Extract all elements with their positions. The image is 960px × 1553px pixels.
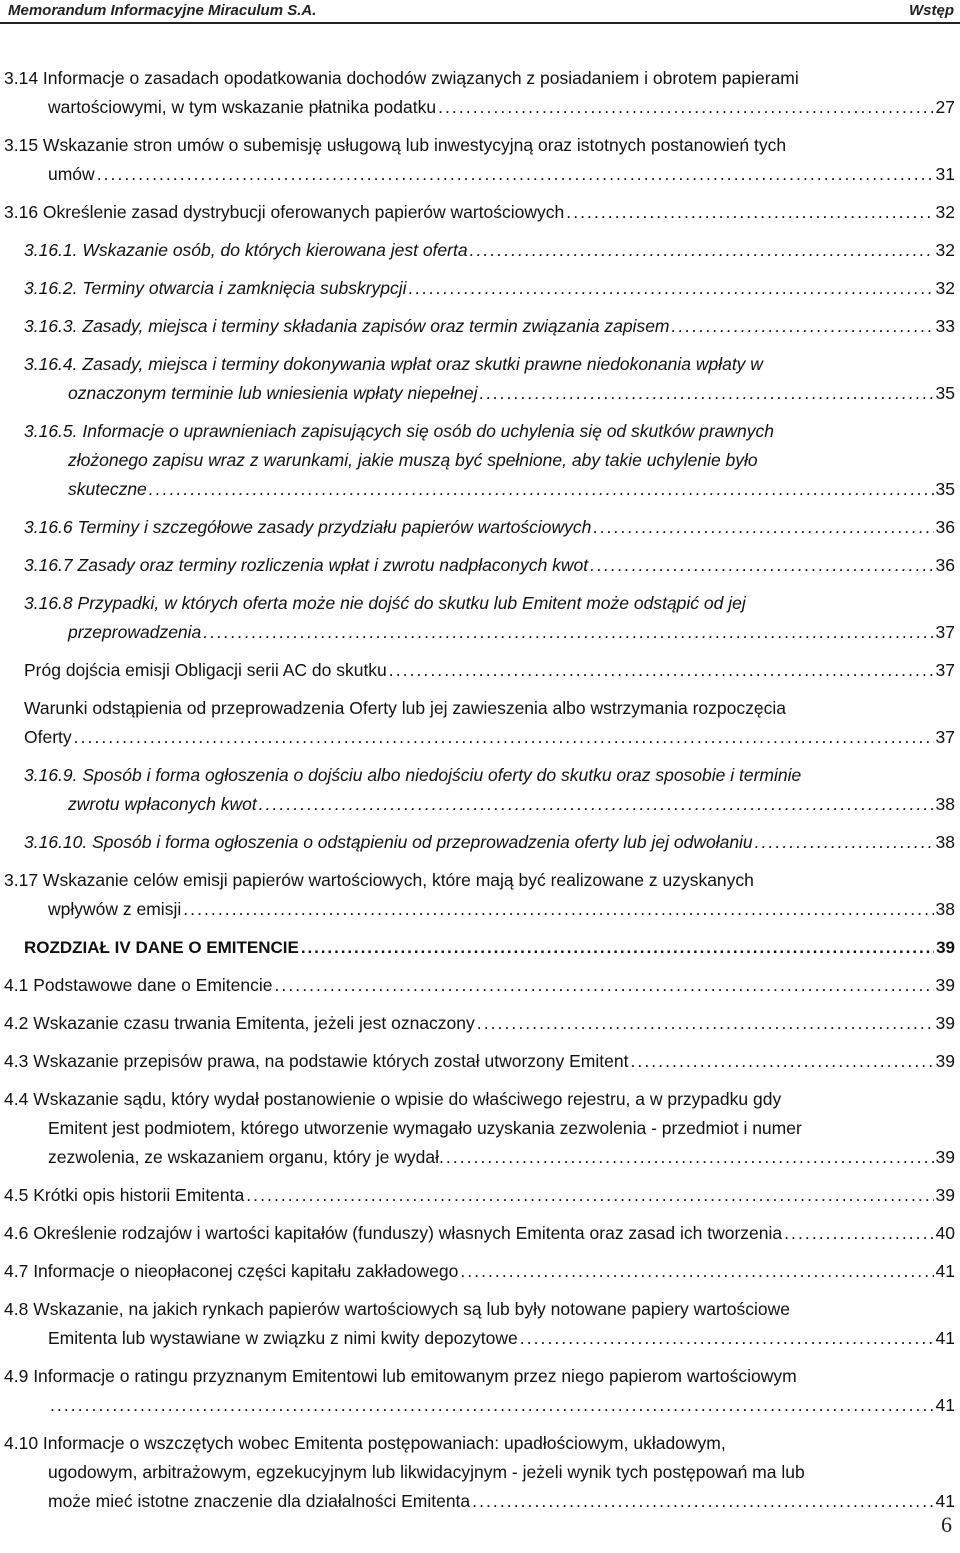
toc-page-number: 40 <box>935 1223 955 1243</box>
dot-leader <box>672 312 934 341</box>
entry-spacer <box>4 580 955 589</box>
entry-spacer <box>4 685 955 694</box>
toc-entry-leader-line <box>24 933 955 962</box>
entry-spacer <box>4 341 955 350</box>
toc-entry-leader-line <box>24 513 955 542</box>
toc-entry-line: 3.15 Wskazanie stron umów o subemisję usługową lub inwestycyjną oraz istotnych postanowień tych <box>4 135 787 155</box>
toc-page-number: 31 <box>935 164 955 184</box>
toc-page-number: 37 <box>935 660 955 680</box>
toc-entry-leader-line <box>4 1047 955 1076</box>
toc-entry-title: 3.16 Określenie zasad dystrybucji oferowanych papierów wartościowych <box>4 202 565 222</box>
toc-page-number: 37 <box>935 727 955 747</box>
dot-leader <box>275 971 934 1000</box>
toc-entry-leader-line <box>48 1324 955 1353</box>
toc-page-number: 27 <box>935 97 955 117</box>
toc-entry[interactable] <box>4 274 955 303</box>
toc-entry[interactable] <box>4 694 955 752</box>
toc-entry[interactable] <box>4 828 955 857</box>
toc-entry-title: oznaczonym terminie lub wniesienia wpłaty niepełnej <box>68 383 478 403</box>
toc-entry-title: 4.5 Krótki opis historii Emitenta <box>4 1185 245 1205</box>
toc-entry-leader-line <box>68 379 955 408</box>
toc-page-number: 41 <box>935 1328 955 1348</box>
toc-page-number: 39 <box>935 1051 955 1071</box>
toc-entry-leader-line <box>4 198 955 227</box>
toc-page-number: 38 <box>935 832 955 852</box>
toc-entry-line: 4.4 Wskazanie sądu, który wydał postanowienie o wpisie do właściwego rejestru, a w przypadku gdy <box>4 1089 782 1109</box>
dot-leader <box>566 198 933 227</box>
toc-entry-line: 3.17 Wskazanie celów emisji papierów wartościowych, które mają być realizowane z uzyskanych <box>4 870 754 890</box>
dot-leader <box>470 236 934 265</box>
entry-spacer <box>4 819 955 828</box>
toc-entry-title: zezwolenia, ze wskazaniem organu, który je wydał. <box>48 1147 444 1167</box>
entry-spacer <box>4 1420 955 1429</box>
toc-entry[interactable] <box>4 866 955 924</box>
toc-entry[interactable] <box>4 1181 955 1210</box>
toc-page-number: 39 <box>935 1013 955 1033</box>
entry-spacer <box>4 962 955 971</box>
dot-leader <box>472 1487 933 1516</box>
entry-spacer <box>4 265 955 274</box>
dot-leader <box>593 513 933 542</box>
toc-page-number: 35 <box>935 479 955 499</box>
toc-entry-title: przeprowadzenia <box>68 622 202 642</box>
toc-entry-title: Próg dojścia emisji Obligacji serii AC do skutku <box>24 660 387 680</box>
toc-entry-line: 3.14 Informacje o zasadach opodatkowania dochodów związanych z posiadaniem i obrotem papierami <box>4 68 799 88</box>
toc-page-number: 39 <box>935 1185 955 1205</box>
toc-entry-leader-line <box>48 1487 955 1516</box>
page-header <box>0 0 960 22</box>
dot-leader <box>460 1257 933 1286</box>
toc-page-number: 36 <box>935 517 955 537</box>
toc-entry-leader-line <box>24 236 955 265</box>
toc-entry-leader-line <box>48 895 955 924</box>
toc-page-number: 41 <box>935 1261 955 1281</box>
toc-entry-title: 4.3 Wskazanie przepisów prawa, na podstawie których został utworzony Emitent <box>4 1051 629 1071</box>
toc-entry-leader-line <box>24 723 955 752</box>
entry-spacer <box>4 1286 955 1295</box>
toc-page-number: 39 <box>935 1147 955 1167</box>
toc-entry-line: Emitent jest podmiotem, którego utworzenie wymagało uzyskania zezwolenia - przedmiot i numer <box>48 1118 802 1138</box>
toc-entry[interactable] <box>4 131 955 189</box>
dot-leader <box>630 1047 933 1076</box>
dot-leader <box>784 1219 933 1248</box>
entry-spacer <box>4 924 955 933</box>
toc-entry-leader-line <box>68 618 955 647</box>
toc-entry[interactable] <box>4 656 955 685</box>
dot-leader <box>246 1181 933 1210</box>
entry-spacer <box>4 542 955 551</box>
toc-page-number: 41 <box>935 1491 955 1511</box>
toc-entry-title: 3.16.2. Terminy otwarcia i zamknięcia subskrypcji <box>24 278 407 298</box>
toc-entry-line: 4.10 Informacje o wszczętych wobec Emitenta postępowaniach: upadłościowym, układowym, <box>4 1433 726 1453</box>
dot-leader <box>50 1391 934 1420</box>
toc-entry[interactable] <box>4 1009 955 1038</box>
toc-page-number: 32 <box>935 240 955 260</box>
toc-entry[interactable] <box>4 1257 955 1286</box>
dot-leader <box>409 274 934 303</box>
toc-entry[interactable] <box>4 1295 955 1353</box>
toc-entry[interactable] <box>4 513 955 542</box>
toc-page-number: 32 <box>935 202 955 222</box>
dot-leader <box>74 723 934 752</box>
toc-entry-title: skuteczne <box>68 479 147 499</box>
toc-entry-leader-line <box>24 828 955 857</box>
entry-spacer <box>4 647 955 656</box>
dot-leader <box>301 933 934 962</box>
entry-spacer <box>4 1516 955 1525</box>
header-rule <box>0 22 960 24</box>
toc-entry-leader-line <box>4 1009 955 1038</box>
toc-entry[interactable] <box>4 312 955 341</box>
toc-entry-line: ugodowym, arbitrażowym, egzekucyjnym lub likwidacyjnym - jeżeli wynik tych postępowań ma lub <box>48 1462 805 1482</box>
dot-leader <box>446 1143 934 1172</box>
toc-entry-title: 3.16.10. Sposób i forma ogłoszenia o odstąpieniu od przeprowadzenia oferty lub jej odwołaniu <box>24 832 753 852</box>
entry-spacer <box>4 408 955 417</box>
toc-entry[interactable] <box>4 933 955 962</box>
entry-spacer <box>4 1210 955 1219</box>
toc-page-number: 41 <box>935 1395 955 1415</box>
toc-entry-title: wartościowymi, w tym wskazanie płatnika podatku <box>48 97 437 117</box>
toc-entry-line: 3.16.4. Zasady, miejsca i terminy dokonywania wpłat oraz skutki prawne niedokonania wpłaty w <box>24 354 763 374</box>
toc-entry-title: 4.1 Podstawowe dane o Emitencie <box>4 975 273 995</box>
toc-entry[interactable] <box>4 1047 955 1076</box>
toc-entry[interactable] <box>4 64 955 122</box>
entry-spacer <box>4 1172 955 1181</box>
toc-entry-title: ROZDZIAŁ IV DANE O EMITENCIE <box>24 938 299 957</box>
toc-entry-line: 4.8 Wskazanie, na jakich rynkach papierów wartościowych są lub były notowane papiery wartościowe <box>4 1299 790 1319</box>
dot-leader <box>590 551 933 580</box>
entry-spacer <box>4 1076 955 1085</box>
entry-spacer <box>4 1248 955 1257</box>
toc-entry-title: zwrotu wpłaconych kwot <box>68 794 257 814</box>
toc-entry[interactable] <box>4 417 955 504</box>
toc-page-number: 33 <box>935 316 955 336</box>
entry-spacer <box>4 857 955 866</box>
toc-page-number: 38 <box>935 794 955 814</box>
dot-leader <box>149 475 934 504</box>
toc-entry-leader-line <box>48 1391 955 1420</box>
toc-entry-line: 3.16.9. Sposób i forma ogłoszenia o dojściu albo niedojściu oferty do skutku oraz sposobie i terminie <box>24 765 802 785</box>
entry-spacer <box>4 189 955 198</box>
toc-entry[interactable] <box>4 761 955 819</box>
dot-leader <box>203 618 933 647</box>
toc-entry[interactable] <box>4 551 955 580</box>
dot-leader <box>477 1009 934 1038</box>
entry-spacer <box>4 752 955 761</box>
toc-entry-title: 3.16.3. Zasady, miejsca i terminy składania zapisów oraz termin związania zapisem <box>24 316 670 336</box>
entry-spacer <box>4 122 955 131</box>
toc-entry-line: Warunki odstąpienia od przeprowadzenia Oferty lub jej zawieszenia albo wstrzymania rozpoczęcia <box>24 698 786 718</box>
dot-leader <box>438 93 933 122</box>
toc-entry-leader-line <box>68 475 955 504</box>
entry-spacer <box>4 1353 955 1362</box>
toc-entry-title: 3.16.1. Wskazanie osób, do których kierowana jest oferta <box>24 240 468 260</box>
toc-entry-line: 3.16.8 Przypadki, w których oferta może nie dojść do skutku lub Emitent może odstąpić od jej <box>24 593 746 613</box>
toc-entry[interactable] <box>4 236 955 265</box>
toc-page-number: 32 <box>935 278 955 298</box>
toc-entry[interactable] <box>4 350 955 408</box>
toc-entry-title: Oferty <box>24 727 72 747</box>
toc-page-number: 35 <box>935 383 955 403</box>
toc-entry-leader-line <box>4 1181 955 1210</box>
dot-leader <box>259 790 934 819</box>
toc-entry[interactable] <box>4 589 955 647</box>
toc-entry[interactable] <box>4 1429 955 1516</box>
toc-entry-title: wpływów z emisji <box>48 899 182 919</box>
toc-page-number: 39 <box>935 975 955 995</box>
entry-spacer <box>4 1038 955 1047</box>
toc-page-number: 38 <box>935 899 955 919</box>
table-of-contents <box>4 64 955 1525</box>
section-name: Wstęp <box>909 2 954 19</box>
toc-entry-title: może mieć istotne znaczenie dla działalności Emitenta <box>48 1491 471 1511</box>
toc-entry-line: 4.9 Informacje o ratingu przyznanym Emitentowi lub emitowanym przez niego papierom wartościowym <box>4 1366 797 1386</box>
entry-spacer <box>4 1000 955 1009</box>
toc-entry[interactable] <box>4 198 955 227</box>
toc-entry[interactable] <box>4 971 955 1000</box>
toc-entry-leader-line <box>4 1219 955 1248</box>
toc-entry-title: Emitenta lub wystawiane w związku z nimi kwity depozytowe <box>48 1328 518 1348</box>
toc-entry[interactable] <box>4 1362 955 1420</box>
dot-leader <box>480 379 934 408</box>
toc-page-number: 36 <box>935 555 955 575</box>
toc-entry-leader-line <box>4 971 955 1000</box>
toc-entry-leader-line <box>48 160 955 189</box>
toc-entry-leader-line <box>24 656 955 685</box>
entry-spacer <box>4 504 955 513</box>
toc-entry-leader-line <box>48 93 955 122</box>
toc-entry-leader-line <box>24 551 955 580</box>
entry-spacer <box>4 227 955 236</box>
dot-leader <box>97 160 934 189</box>
toc-entry[interactable] <box>4 1085 955 1172</box>
toc-entry-title: 4.6 Określenie rodzajów i wartości kapitałów (funduszy) własnych Emitenta oraz zasad ich tworzenia <box>4 1223 783 1243</box>
toc-page-number: 37 <box>935 622 955 642</box>
toc-entry-line: 3.16.5. Informacje o uprawnieniach zapisujących się osób do uchylenia się od skutków prawnych <box>24 421 775 441</box>
toc-entry-title: umów <box>48 164 95 184</box>
toc-entry-leader-line <box>68 790 955 819</box>
toc-entry-title: 4.7 Informacje o nieopłaconej części kapitału zakładowego <box>4 1261 459 1281</box>
toc-entry-title: 3.16.6 Terminy i szczegółowe zasady przydziału papierów wartościowych <box>24 517 592 537</box>
toc-page-number: 39 <box>936 938 955 957</box>
page-number: 6 <box>941 1512 952 1537</box>
toc-entry-leader-line <box>48 1143 955 1172</box>
toc-entry-line: złożonego zapisu wraz z warunkami, jakie muszą być spełnione, aby takie uchylenie było <box>68 450 758 470</box>
document-title: Memorandum Informacyjne Miraculum S.A. <box>8 2 317 19</box>
toc-entry[interactable] <box>4 1219 955 1248</box>
dot-leader <box>755 828 934 857</box>
toc-entry-leader-line <box>4 1257 955 1286</box>
toc-entry-leader-line <box>24 274 955 303</box>
toc-entry-title: 3.16.7 Zasady oraz terminy rozliczenia wpłat i zwrotu nadpłaconych kwot <box>24 555 589 575</box>
dot-leader <box>389 656 934 685</box>
dot-leader <box>520 1324 934 1353</box>
toc-entry-leader-line <box>24 312 955 341</box>
toc-entry-title: 4.2 Wskazanie czasu trwania Emitenta, jeżeli jest oznaczony <box>4 1013 475 1033</box>
dot-leader <box>183 895 933 924</box>
entry-spacer <box>4 303 955 312</box>
